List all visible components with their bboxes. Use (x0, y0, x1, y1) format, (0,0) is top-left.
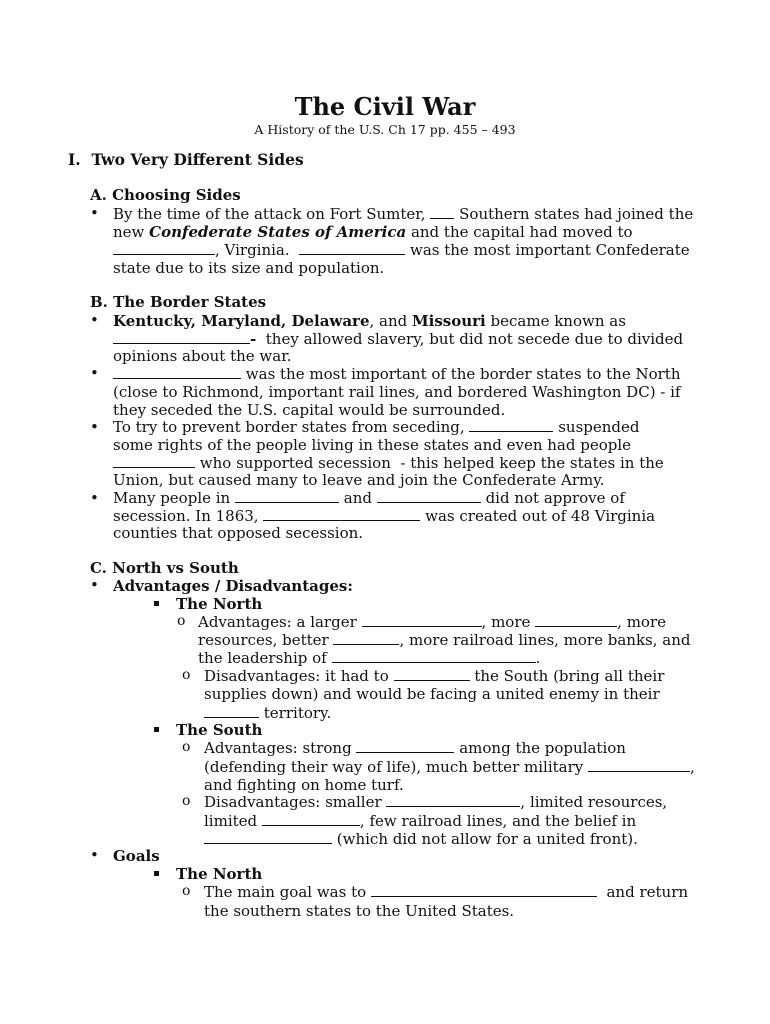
bullet: • (90, 311, 99, 329)
subsection-a-heading: A. Choosing Sides (90, 186, 241, 204)
text-line: territory. (204, 704, 331, 722)
circle-bullet: o (182, 793, 191, 809)
answer-blank[interactable] (299, 241, 405, 255)
answer-blank[interactable] (204, 830, 332, 844)
square-bullet (154, 601, 159, 606)
answer-blank[interactable] (588, 758, 690, 772)
circle-bullet: o (182, 667, 191, 683)
text-line: resources, better , more railroad lines, more banks, and (198, 631, 691, 649)
answer-blank[interactable] (394, 667, 470, 681)
text-line: the leadership of . (198, 649, 541, 667)
circle-bullet: o (177, 613, 186, 629)
square-bullet (154, 727, 159, 732)
text-line: Advantages: a larger , more , more (198, 613, 667, 631)
answer-blank[interactable] (371, 883, 597, 897)
text-line: Union, but caused many to leave and join the Confederate Army. (113, 471, 605, 489)
answer-blank[interactable] (332, 649, 536, 663)
text-line: they seceded the U.S. capital would be surrounded. (113, 401, 506, 419)
answer-blank[interactable] (113, 330, 250, 344)
text-line: To try to prevent border states from seceding, suspended (113, 418, 640, 436)
text-line: (which did not allow for a united front). (204, 830, 638, 848)
text-line: - they allowed slavery, but did not secede due to divided (113, 330, 683, 348)
answer-blank[interactable] (430, 205, 454, 219)
text-line: limited , few railroad lines, and the belief in (204, 812, 637, 830)
text-line: Disadvantages: smaller , limited resources, (204, 793, 668, 811)
text-line: secession. In 1863, was created out of 48 Virginia (113, 507, 656, 525)
answer-blank[interactable] (535, 613, 617, 627)
bullet: • (90, 489, 99, 507)
text-line: the southern states to the United States. (204, 902, 515, 920)
text-line: (close to Richmond, important rail lines, and bordered Washington DC) - if (113, 383, 681, 401)
circle-bullet: o (182, 883, 191, 899)
answer-blank[interactable] (469, 418, 553, 432)
text-line: counties that opposed secession. (113, 524, 364, 542)
answer-blank[interactable] (333, 631, 399, 645)
text-line: who supported secession - this helped keep the states in the (113, 454, 664, 472)
goals-heading: Goals (113, 847, 160, 865)
document-title: The Civil War (294, 92, 476, 121)
text-line: By the time of the attack on Fort Sumter, Southern states had joined the (113, 205, 694, 223)
subsection-c-heading: C. North vs South (90, 559, 239, 577)
advantages-heading: Advantages / Disadvantages: (113, 577, 353, 595)
section-numeral: I. (68, 150, 81, 169)
goals-north-heading: The North (176, 865, 263, 883)
text-line: Disadvantages: it had to the South (bring all their (204, 667, 665, 685)
document-subtitle: A History of the U.S. Ch 17 pp. 455 – 493 (254, 122, 516, 137)
bullet: • (90, 846, 99, 864)
text-line: was the most important of the border states to the North (113, 365, 680, 383)
answer-blank[interactable] (356, 739, 454, 753)
text-line: and fighting on home turf. (204, 776, 404, 794)
bullet: • (90, 364, 99, 382)
answer-blank[interactable] (235, 489, 339, 503)
text-line: opinions about the war. (113, 347, 292, 365)
answer-blank[interactable] (263, 507, 420, 521)
section-title: Two Very Different Sides (91, 150, 304, 169)
answer-blank[interactable] (377, 489, 481, 503)
text-line: supplies down) and would be facing a united enemy in their (204, 685, 660, 703)
text-line: Kentucky, Maryland, Delaware, and Missouri became known as (113, 312, 626, 330)
text-line: state due to its size and population. (113, 259, 385, 277)
text-line: some rights of the people living in these states and even had people (113, 436, 632, 454)
text-line: The main goal was to and return (204, 883, 689, 901)
south-heading: The South (176, 721, 263, 739)
text-line: new Confederate States of America and the capital had moved to (113, 223, 633, 241)
circle-bullet: o (182, 739, 191, 755)
confederate-name: Confederate States of America (149, 223, 407, 241)
answer-blank[interactable] (204, 704, 259, 718)
answer-blank[interactable] (113, 241, 215, 255)
square-bullet (154, 871, 159, 876)
bullet: • (90, 576, 99, 594)
answer-blank[interactable] (262, 812, 360, 826)
bullet: • (90, 418, 99, 436)
answer-blank[interactable] (113, 365, 241, 379)
north-heading: The North (176, 595, 263, 613)
answer-blank[interactable] (362, 613, 482, 627)
text-line: Advantages: strong among the population (204, 739, 626, 757)
text-line: (defending their way of life), much better military , (204, 758, 695, 776)
answer-blank[interactable] (113, 454, 195, 468)
bullet: • (90, 204, 99, 222)
answer-blank[interactable] (386, 793, 520, 807)
section-heading (68, 151, 304, 169)
text-line: Many people in and did not approve of (113, 489, 625, 507)
subsection-b-heading: B. The Border States (90, 293, 267, 311)
text-line: , Virginia. was the most important Confederate (113, 241, 690, 259)
